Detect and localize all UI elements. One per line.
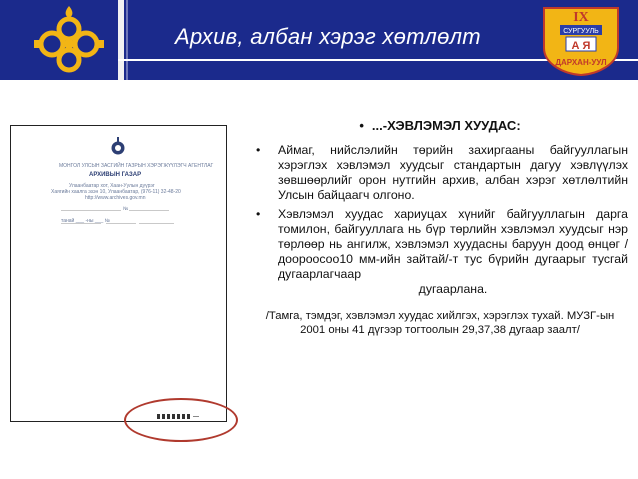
bullet-icon: • xyxy=(256,207,261,221)
badge-arc-text: ДАРХАН-УУЛ xyxy=(555,58,607,67)
header-bar xyxy=(0,0,638,80)
page-number-highlight-ellipse xyxy=(124,398,238,442)
legal-reference-note: /Тамга, тэмдэг, хэвлэмэл хуудас хийлгэх, хэрэглэх тухай. МУЗГ-ын 2001 оны 41 дүгээр тогтоолын 29,37,38 дугаар заалт/ xyxy=(265,310,615,336)
page-title: Архив, албан хэрэг хөтлөлт xyxy=(175,24,481,49)
bullet-text: Хэвлэмэл хуудас хариуцах хүнийг байгууллагын дарга томилон, байгууллага нь бүр төрлийн хэвлэмэл хуудсыг нэр төрлөөр нь ангилж, хэвлэмэл хуудасны баруун доод өнцөг /доороосоо10 мм-ийн зайтай/-т тус бүрийн дугаарыг тусгай дугаарлагчаар xyxy=(278,207,628,281)
letter-address-1: Улаанбаатар хот, Хаан-Уулын дүүрэг xyxy=(69,183,155,189)
school-badge-icon xyxy=(538,4,624,76)
letter-org-name: АРХИВЫН ГАЗАР xyxy=(89,172,142,178)
letter-address-2: Хаягийн хаалга эзэн 10, Улаанбаатар, (976-11) 32-48-20 xyxy=(51,189,181,195)
letter-address-3: http://www.archives.gov.mn xyxy=(85,195,146,201)
badge-top-text: СУРГУУЛЬ xyxy=(563,28,599,35)
bullet-item xyxy=(252,207,628,297)
bullet-item xyxy=(252,143,628,203)
state-emblem-icon xyxy=(111,136,125,160)
soyombo-emblem-icon xyxy=(30,4,108,76)
bullet-text: Аймаг, нийслэлийн төрийн захиргааны байгууллагын хэрэглэх хэвлэмэл хуудсыг стандартын дагуу хэвлүүлэх зөвшөөрлийг орон нутгийн архив, албан хэрэг хөтлөлтийн Улсын байцаагч олгоно. xyxy=(278,143,628,202)
badge-letters: А Я xyxy=(571,40,591,52)
heading-bullet-icon: • xyxy=(359,118,364,133)
bullet-icon: • xyxy=(256,143,261,157)
letter-ref-field: танай ___ -ны ___ № xyxy=(61,218,110,224)
header-divider-shadow xyxy=(126,0,128,80)
badge-numeral: IX xyxy=(573,10,589,25)
letterhead-image xyxy=(10,125,227,422)
content-block xyxy=(252,118,628,337)
letter-date-field: № xyxy=(123,206,129,212)
header-divider xyxy=(118,0,124,80)
letter-org-line: МОНГОЛ УЛСЫН ЗАСГИЙН ГАЗРЫН ХЭРЭГЖҮҮЛЭГЧ АГЕНТЛАГ xyxy=(59,163,214,169)
section-heading: • ...-ХЭВЛЭМЭЛ ХУУДАС: xyxy=(359,118,521,133)
bullet-text-tail: дугаарлана. xyxy=(418,282,488,296)
